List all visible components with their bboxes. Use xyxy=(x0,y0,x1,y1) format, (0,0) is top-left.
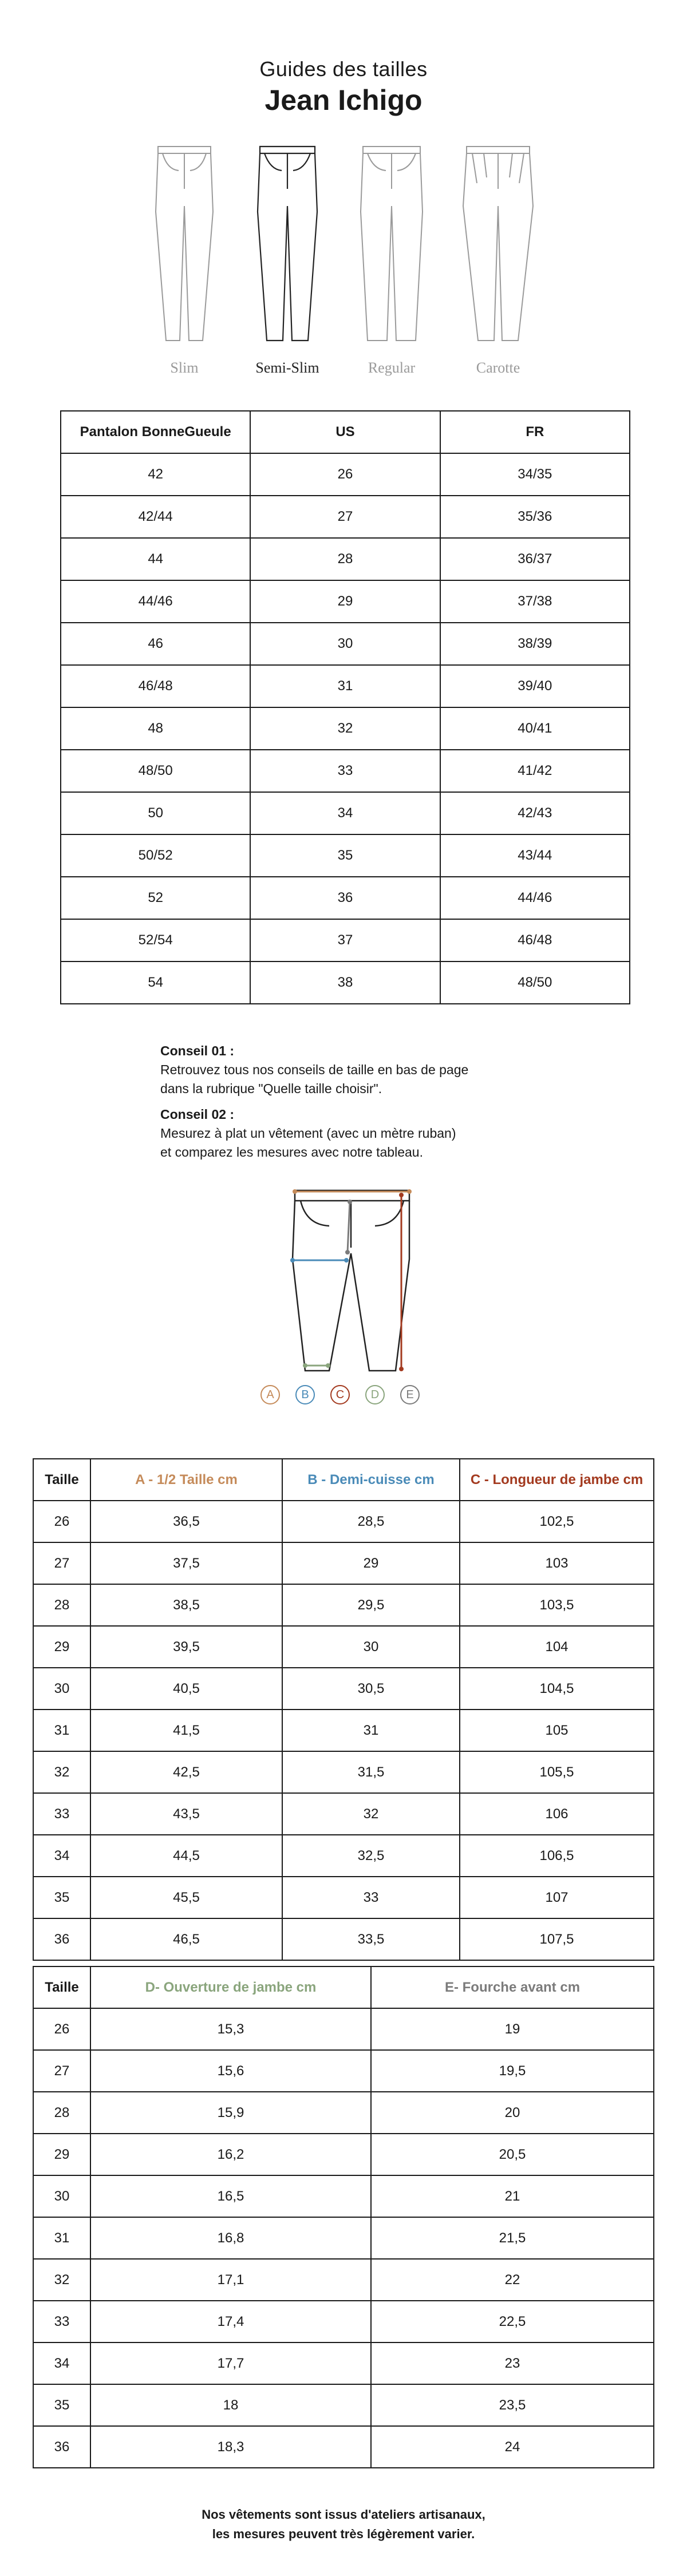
table-cell: 32 xyxy=(250,707,440,750)
table-cell: 35/36 xyxy=(440,496,630,538)
table-row xyxy=(33,2259,654,2301)
tip-2-title: Conseil 02 : xyxy=(160,1107,235,1122)
tip-1-text: Retrouvez tous nos conseils de taille en bas de page xyxy=(160,1062,469,1077)
table-row xyxy=(33,2175,654,2217)
table-cell: 48/50 xyxy=(61,750,250,792)
legend-letter-c: C xyxy=(330,1385,350,1404)
table-cell: 42/44 xyxy=(61,496,250,538)
table-cell: 21,5 xyxy=(371,2217,654,2259)
table-cell: 104,5 xyxy=(460,1668,654,1710)
tip-2-text: et comparez les mesures avec notre tableau. xyxy=(160,1145,423,1160)
table-cell: 22,5 xyxy=(371,2301,654,2342)
table-cell: 38 xyxy=(250,961,440,1004)
column-header: Taille xyxy=(33,1459,90,1501)
slim-jeans-icon xyxy=(150,143,219,349)
legend-letter-e: E xyxy=(400,1385,420,1404)
column-header: Pantalon BonneGueule xyxy=(61,411,250,453)
size-conversion-table xyxy=(60,410,630,1004)
table-cell: 28,5 xyxy=(282,1501,460,1542)
table-cell: 42 xyxy=(61,453,250,496)
column-header: Taille xyxy=(33,1966,90,2008)
table-row xyxy=(33,1710,654,1751)
table-cell: 102,5 xyxy=(460,1501,654,1542)
table-cell: 29 xyxy=(282,1542,460,1584)
table-row xyxy=(61,580,630,623)
table-cell: 32 xyxy=(282,1793,460,1835)
table-cell: 43/44 xyxy=(440,834,630,877)
column-header: E- Fourche avant cm xyxy=(371,1966,654,2008)
table-cell: 22 xyxy=(371,2259,654,2301)
size-tips xyxy=(160,1042,561,1162)
table-cell: 30 xyxy=(33,1668,90,1710)
table-cell: 50/52 xyxy=(61,834,250,877)
column-header: A - 1/2 Taille cm xyxy=(90,1459,282,1501)
table-cell: 31 xyxy=(282,1710,460,1751)
column-header: C - Longueur de jambe cm xyxy=(460,1459,654,1501)
table-cell: 35 xyxy=(33,1877,90,1918)
table-cell: 17,4 xyxy=(90,2301,371,2342)
table-row xyxy=(33,1668,654,1710)
table-cell: 104 xyxy=(460,1626,654,1668)
table-cell: 40,5 xyxy=(90,1668,282,1710)
table-row xyxy=(33,1751,654,1793)
table-cell: 38/39 xyxy=(440,623,630,665)
table-cell: 33 xyxy=(250,750,440,792)
semi-slim-jeans-icon xyxy=(253,143,322,349)
table-cell: 44,5 xyxy=(90,1835,282,1877)
table-cell: 107,5 xyxy=(460,1918,654,1960)
column-header: D- Ouverture de jambe cm xyxy=(90,1966,371,2008)
table-cell: 45,5 xyxy=(90,1877,282,1918)
table-cell: 16,5 xyxy=(90,2175,371,2217)
table-row xyxy=(33,1835,654,1877)
table-cell: 30,5 xyxy=(282,1668,460,1710)
legend-letter-b: B xyxy=(295,1385,315,1404)
table-cell: 34 xyxy=(33,1835,90,1877)
table-cell: 23 xyxy=(371,2342,654,2384)
table-cell: 16,2 xyxy=(90,2134,371,2175)
table-cell: 46/48 xyxy=(440,919,630,961)
table-cell: 105 xyxy=(460,1710,654,1751)
table-row xyxy=(33,2050,654,2092)
table-cell: 44/46 xyxy=(61,580,250,623)
table-cell: 29,5 xyxy=(282,1584,460,1626)
table-cell: 20,5 xyxy=(371,2134,654,2175)
table-row xyxy=(61,496,630,538)
table-cell: 18,3 xyxy=(90,2426,371,2468)
table-cell: 17,1 xyxy=(90,2259,371,2301)
carrot-jeans-icon xyxy=(461,143,535,349)
table-cell: 50 xyxy=(61,792,250,834)
table-row xyxy=(33,2092,654,2134)
column-header: FR xyxy=(440,411,630,453)
footer-line: les mesures peuvent très légèrement varier. xyxy=(212,2527,475,2541)
table-cell: 26 xyxy=(250,453,440,496)
table-row xyxy=(61,707,630,750)
table-cell: 41/42 xyxy=(440,750,630,792)
table-row xyxy=(33,2217,654,2259)
table-row xyxy=(33,1542,654,1584)
table-cell: 38,5 xyxy=(90,1584,282,1626)
table-cell: 28 xyxy=(33,1584,90,1626)
table-cell: 31 xyxy=(33,2217,90,2259)
table-cell: 31 xyxy=(250,665,440,707)
table-cell: 54 xyxy=(61,961,250,1004)
table-cell: 39/40 xyxy=(440,665,630,707)
table-cell: 42/43 xyxy=(440,792,630,834)
fit-label-semi-slim: Semi-Slim xyxy=(255,359,319,376)
table-cell: 19 xyxy=(371,2008,654,2050)
table-cell: 16,8 xyxy=(90,2217,371,2259)
table-cell: 30 xyxy=(250,623,440,665)
table-cell: 33 xyxy=(282,1877,460,1918)
table-cell: 32,5 xyxy=(282,1835,460,1877)
table-cell: 34 xyxy=(250,792,440,834)
table-cell: 15,9 xyxy=(90,2092,371,2134)
table-cell: 48/50 xyxy=(440,961,630,1004)
table-cell: 31 xyxy=(33,1710,90,1751)
table-row xyxy=(61,453,630,496)
table-row xyxy=(33,1793,654,1835)
legend-letter-d: D xyxy=(365,1385,385,1404)
table-row xyxy=(33,2342,654,2384)
table-row xyxy=(33,2301,654,2342)
table-row xyxy=(61,919,630,961)
table-cell: 18 xyxy=(90,2384,371,2426)
measurement-table-2 xyxy=(33,1966,654,2468)
tip-1-title: Conseil 01 : xyxy=(160,1043,235,1058)
table-cell: 15,6 xyxy=(90,2050,371,2092)
tip-1-text: dans la rubrique "Quelle taille choisir". xyxy=(160,1081,382,1096)
table-cell: 24 xyxy=(371,2426,654,2468)
table-row xyxy=(61,961,630,1004)
table-cell: 27 xyxy=(33,1542,90,1584)
table-cell: 15,3 xyxy=(90,2008,371,2050)
table-cell: 39,5 xyxy=(90,1626,282,1668)
table-row xyxy=(33,2134,654,2175)
table-row xyxy=(33,2008,654,2050)
table-cell: 41,5 xyxy=(90,1710,282,1751)
table-row xyxy=(33,1584,654,1626)
table-cell: 103,5 xyxy=(460,1584,654,1626)
table-row xyxy=(61,792,630,834)
table-cell: 106,5 xyxy=(460,1835,654,1877)
table-cell: 27 xyxy=(250,496,440,538)
table-cell: 29 xyxy=(33,1626,90,1668)
table-cell: 33 xyxy=(33,1793,90,1835)
table-cell: 30 xyxy=(33,2175,90,2217)
table-cell: 28 xyxy=(250,538,440,580)
table-cell: 37,5 xyxy=(90,1542,282,1584)
table-cell: 46,5 xyxy=(90,1918,282,1960)
table-row xyxy=(33,1918,654,1960)
page-subtitle: Guides des tailles xyxy=(259,57,428,81)
table-row xyxy=(61,665,630,707)
table-cell: 32 xyxy=(33,2259,90,2301)
table-cell: 106 xyxy=(460,1793,654,1835)
table-cell: 36 xyxy=(250,877,440,919)
table-cell: 42,5 xyxy=(90,1751,282,1793)
table-cell: 36/37 xyxy=(440,538,630,580)
table-cell: 46 xyxy=(61,623,250,665)
table-cell: 44 xyxy=(61,538,250,580)
table-cell: 33,5 xyxy=(282,1918,460,1960)
table-cell: 35 xyxy=(250,834,440,877)
table-cell: 48 xyxy=(61,707,250,750)
measurement-table-1 xyxy=(33,1458,654,1961)
table-header-row xyxy=(33,1459,654,1501)
table-cell: 43,5 xyxy=(90,1793,282,1835)
page-title: Jean Ichigo xyxy=(264,84,423,116)
table-cell: 29 xyxy=(33,2134,90,2175)
table-cell: 17,7 xyxy=(90,2342,371,2384)
table-cell: 34 xyxy=(33,2342,90,2384)
table-cell: 37 xyxy=(250,919,440,961)
fit-label-regular: Regular xyxy=(368,359,416,376)
table-cell: 103 xyxy=(460,1542,654,1584)
footer-note xyxy=(0,2505,687,2544)
table-row xyxy=(33,1877,654,1918)
table-cell: 21 xyxy=(371,2175,654,2217)
table-cell: 33 xyxy=(33,2301,90,2342)
table-cell: 30 xyxy=(282,1626,460,1668)
jeans-measurement-diagram xyxy=(283,1185,421,1379)
table-cell: 36 xyxy=(33,1918,90,1960)
table-row xyxy=(61,877,630,919)
table-cell: 26 xyxy=(33,2008,90,2050)
table-cell: 28 xyxy=(33,2092,90,2134)
table-cell: 44/46 xyxy=(440,877,630,919)
table-cell: 36 xyxy=(33,2426,90,2468)
table-row xyxy=(61,750,630,792)
table-cell: 34/35 xyxy=(440,453,630,496)
table-cell: 37/38 xyxy=(440,580,630,623)
fit-label-carotte: Carotte xyxy=(476,359,520,376)
fit-label-slim: Slim xyxy=(170,359,199,376)
table-header-row xyxy=(33,1966,654,2008)
table-cell: 29 xyxy=(250,580,440,623)
table-row xyxy=(33,2426,654,2468)
table-row xyxy=(33,1501,654,1542)
tip-2-text: Mesurez à plat un vêtement (avec un mètre ruban) xyxy=(160,1126,456,1141)
table-cell: 32 xyxy=(33,1751,90,1793)
column-header: US xyxy=(250,411,440,453)
table-cell: 46/48 xyxy=(61,665,250,707)
table-cell: 20 xyxy=(371,2092,654,2134)
table-cell: 107 xyxy=(460,1877,654,1918)
table-row xyxy=(61,538,630,580)
legend-letter-a: A xyxy=(260,1385,280,1404)
table-cell: 35 xyxy=(33,2384,90,2426)
footer-line: Nos vêtements sont issus d'ateliers artisanaux, xyxy=(202,2507,485,2522)
table-cell: 52/54 xyxy=(61,919,250,961)
table-cell: 19,5 xyxy=(371,2050,654,2092)
table-cell: 26 xyxy=(33,1501,90,1542)
table-row xyxy=(33,2384,654,2426)
table-cell: 105,5 xyxy=(460,1751,654,1793)
table-cell: 27 xyxy=(33,2050,90,2092)
regular-jeans-icon xyxy=(356,143,427,349)
table-row xyxy=(61,623,630,665)
table-row xyxy=(61,834,630,877)
table-row xyxy=(33,1626,654,1668)
table-cell: 23,5 xyxy=(371,2384,654,2426)
table-cell: 31,5 xyxy=(282,1751,460,1793)
table-cell: 52 xyxy=(61,877,250,919)
table-cell: 40/41 xyxy=(440,707,630,750)
column-header: B - Demi-cuisse cm xyxy=(282,1459,460,1501)
table-header-row xyxy=(61,411,630,453)
table-cell: 36,5 xyxy=(90,1501,282,1542)
